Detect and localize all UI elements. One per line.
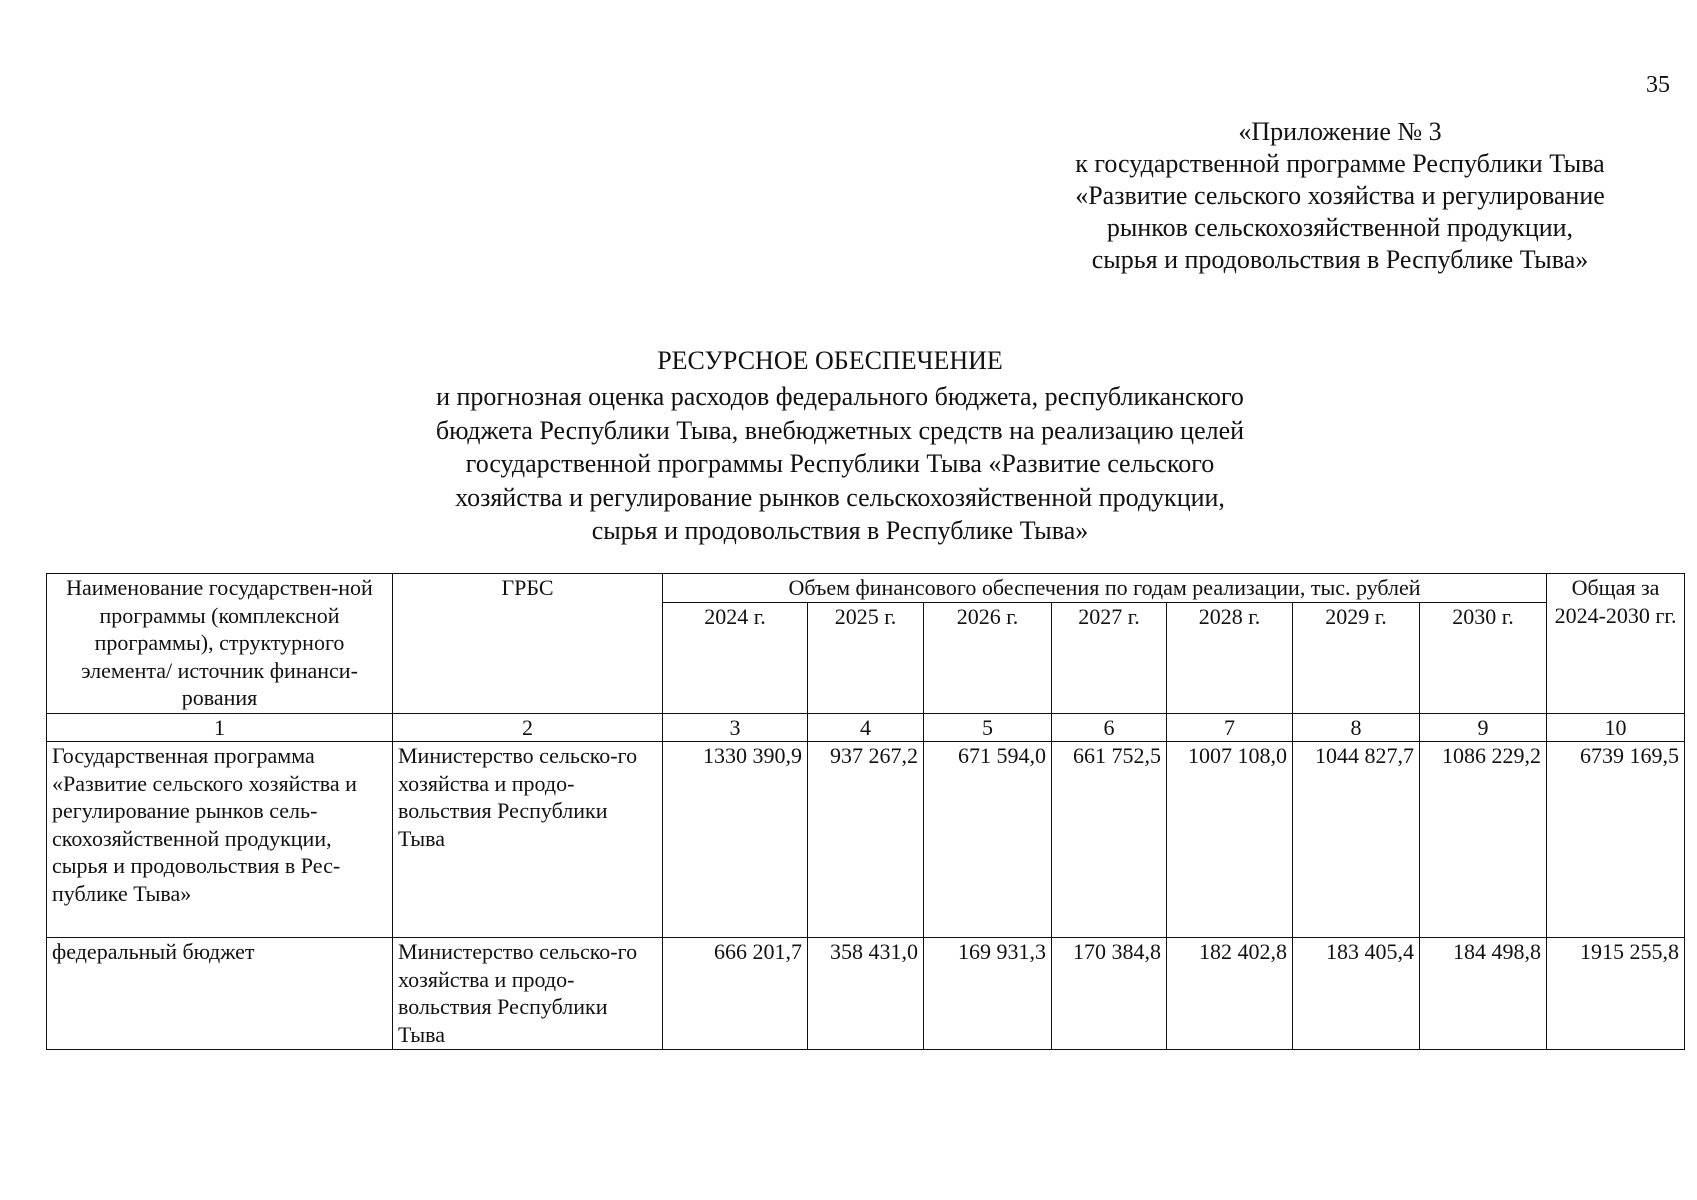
value-cell: 169 931,3 — [924, 938, 1052, 1050]
value-cell: 358 431,0 — [808, 938, 924, 1050]
column-number-cell: 7 — [1167, 713, 1293, 742]
row-grbs-cell: Министерство сельско-го хозяйства и продо-вольствия Республики Тыва — [393, 742, 663, 938]
value-cell: 666 201,7 — [663, 938, 808, 1050]
value-cell: 661 752,5 — [1052, 742, 1167, 938]
header-name-cell: Наименование государствен-ной программы (комплексной программы), структурного элемента/ источник финанси-рования — [47, 574, 393, 714]
header-year-cell: 2027 г. — [1052, 602, 1167, 713]
subtitle-line: сырья и продовольствия в Республике Тыва» — [591, 516, 1089, 545]
header-year-cell: 2030 г. — [1420, 602, 1547, 713]
header-volume-cell: Объем финансового обеспечения по годам реализации, тыс. рублей — [663, 574, 1547, 603]
value-cell: 183 405,4 — [1293, 938, 1420, 1050]
subtitle-line: бюджета Республики Тыва, внебюджетных средств на реализацию целей — [435, 415, 1245, 445]
subtitle-line: государственной программы Республики Тыва «Развитие сельского — [465, 449, 1215, 478]
column-number-cell: 8 — [1293, 713, 1420, 742]
page-number: 35 — [1646, 72, 1670, 98]
value-cell: 1007 108,0 — [1167, 742, 1293, 938]
value-cell: 182 402,8 — [1167, 938, 1293, 1050]
header-year-cell: 2025 г. — [808, 602, 924, 713]
row-name-cell: Государственная программа «Развитие сельского хозяйства и регулирование рынков сель-скохозяйственной продукции, сырья и продовольствия в Рес-публике Тыва» — [47, 742, 393, 938]
total-cell: 1915 255,8 — [1547, 938, 1685, 1050]
value-cell: 170 384,8 — [1052, 938, 1167, 1050]
appendix-line: «Развитие сельского хозяйства и регулирование — [1075, 181, 1605, 210]
document-title-block — [380, 345, 1003, 377]
appendix-line: рынков сельскохозяйственной продукции, — [1106, 213, 1574, 242]
header-year-cell: 2028 г. — [1167, 602, 1293, 713]
column-number-cell: 6 — [1052, 713, 1167, 742]
appendix-line: «Приложение № 3 — [1238, 117, 1442, 146]
header-year-cell: 2029 г. — [1293, 602, 1420, 713]
table-row — [47, 938, 1685, 1050]
total-cell: 6739 169,5 — [1547, 742, 1685, 938]
value-cell: 1086 229,2 — [1420, 742, 1547, 938]
subtitle-line: хозяйства и регулирование рынков сельскохозяйственной продукции, — [455, 482, 1225, 512]
subtitle-line: и прогнозная оценка расходов федерального бюджета, республиканского — [436, 382, 1244, 411]
column-number-cell: 5 — [924, 713, 1052, 742]
appendix-line: к государственной программе Республики Тыва — [1075, 149, 1605, 178]
document-title: РЕСУРСНОЕ ОБЕСПЕЧЕНИЕ — [657, 346, 1003, 375]
resource-table — [46, 573, 1685, 1050]
header-grbs-cell: ГРБС — [393, 574, 663, 714]
column-number-cell: 1 — [47, 713, 393, 742]
header-total-cell: Общая за 2024-2030 гг. — [1547, 574, 1685, 714]
appendix-header — [1030, 116, 1650, 276]
document-subtitle — [380, 380, 1300, 548]
appendix-line: сырья и продовольствия в Республике Тыва» — [1091, 245, 1589, 274]
value-cell: 1044 827,7 — [1293, 742, 1420, 938]
column-number-cell: 4 — [808, 713, 924, 742]
header-year-cell: 2024 г. — [663, 602, 808, 713]
header-row — [47, 574, 1685, 603]
value-cell: 184 498,8 — [1420, 938, 1547, 1050]
column-number-cell: 9 — [1420, 713, 1547, 742]
column-number-cell: 10 — [1547, 713, 1685, 742]
row-grbs-cell: Министерство сельско-го хозяйства и продо-вольствия Республики Тыва — [393, 938, 663, 1050]
value-cell: 937 267,2 — [808, 742, 924, 938]
column-number-row — [47, 713, 1685, 742]
column-number-cell: 3 — [663, 713, 808, 742]
table-row — [47, 742, 1685, 938]
header-year-cell: 2026 г. — [924, 602, 1052, 713]
row-name-cell: федеральный бюджет — [47, 938, 393, 1050]
column-number-cell: 2 — [393, 713, 663, 742]
value-cell: 671 594,0 — [924, 742, 1052, 938]
value-cell: 1330 390,9 — [663, 742, 808, 938]
